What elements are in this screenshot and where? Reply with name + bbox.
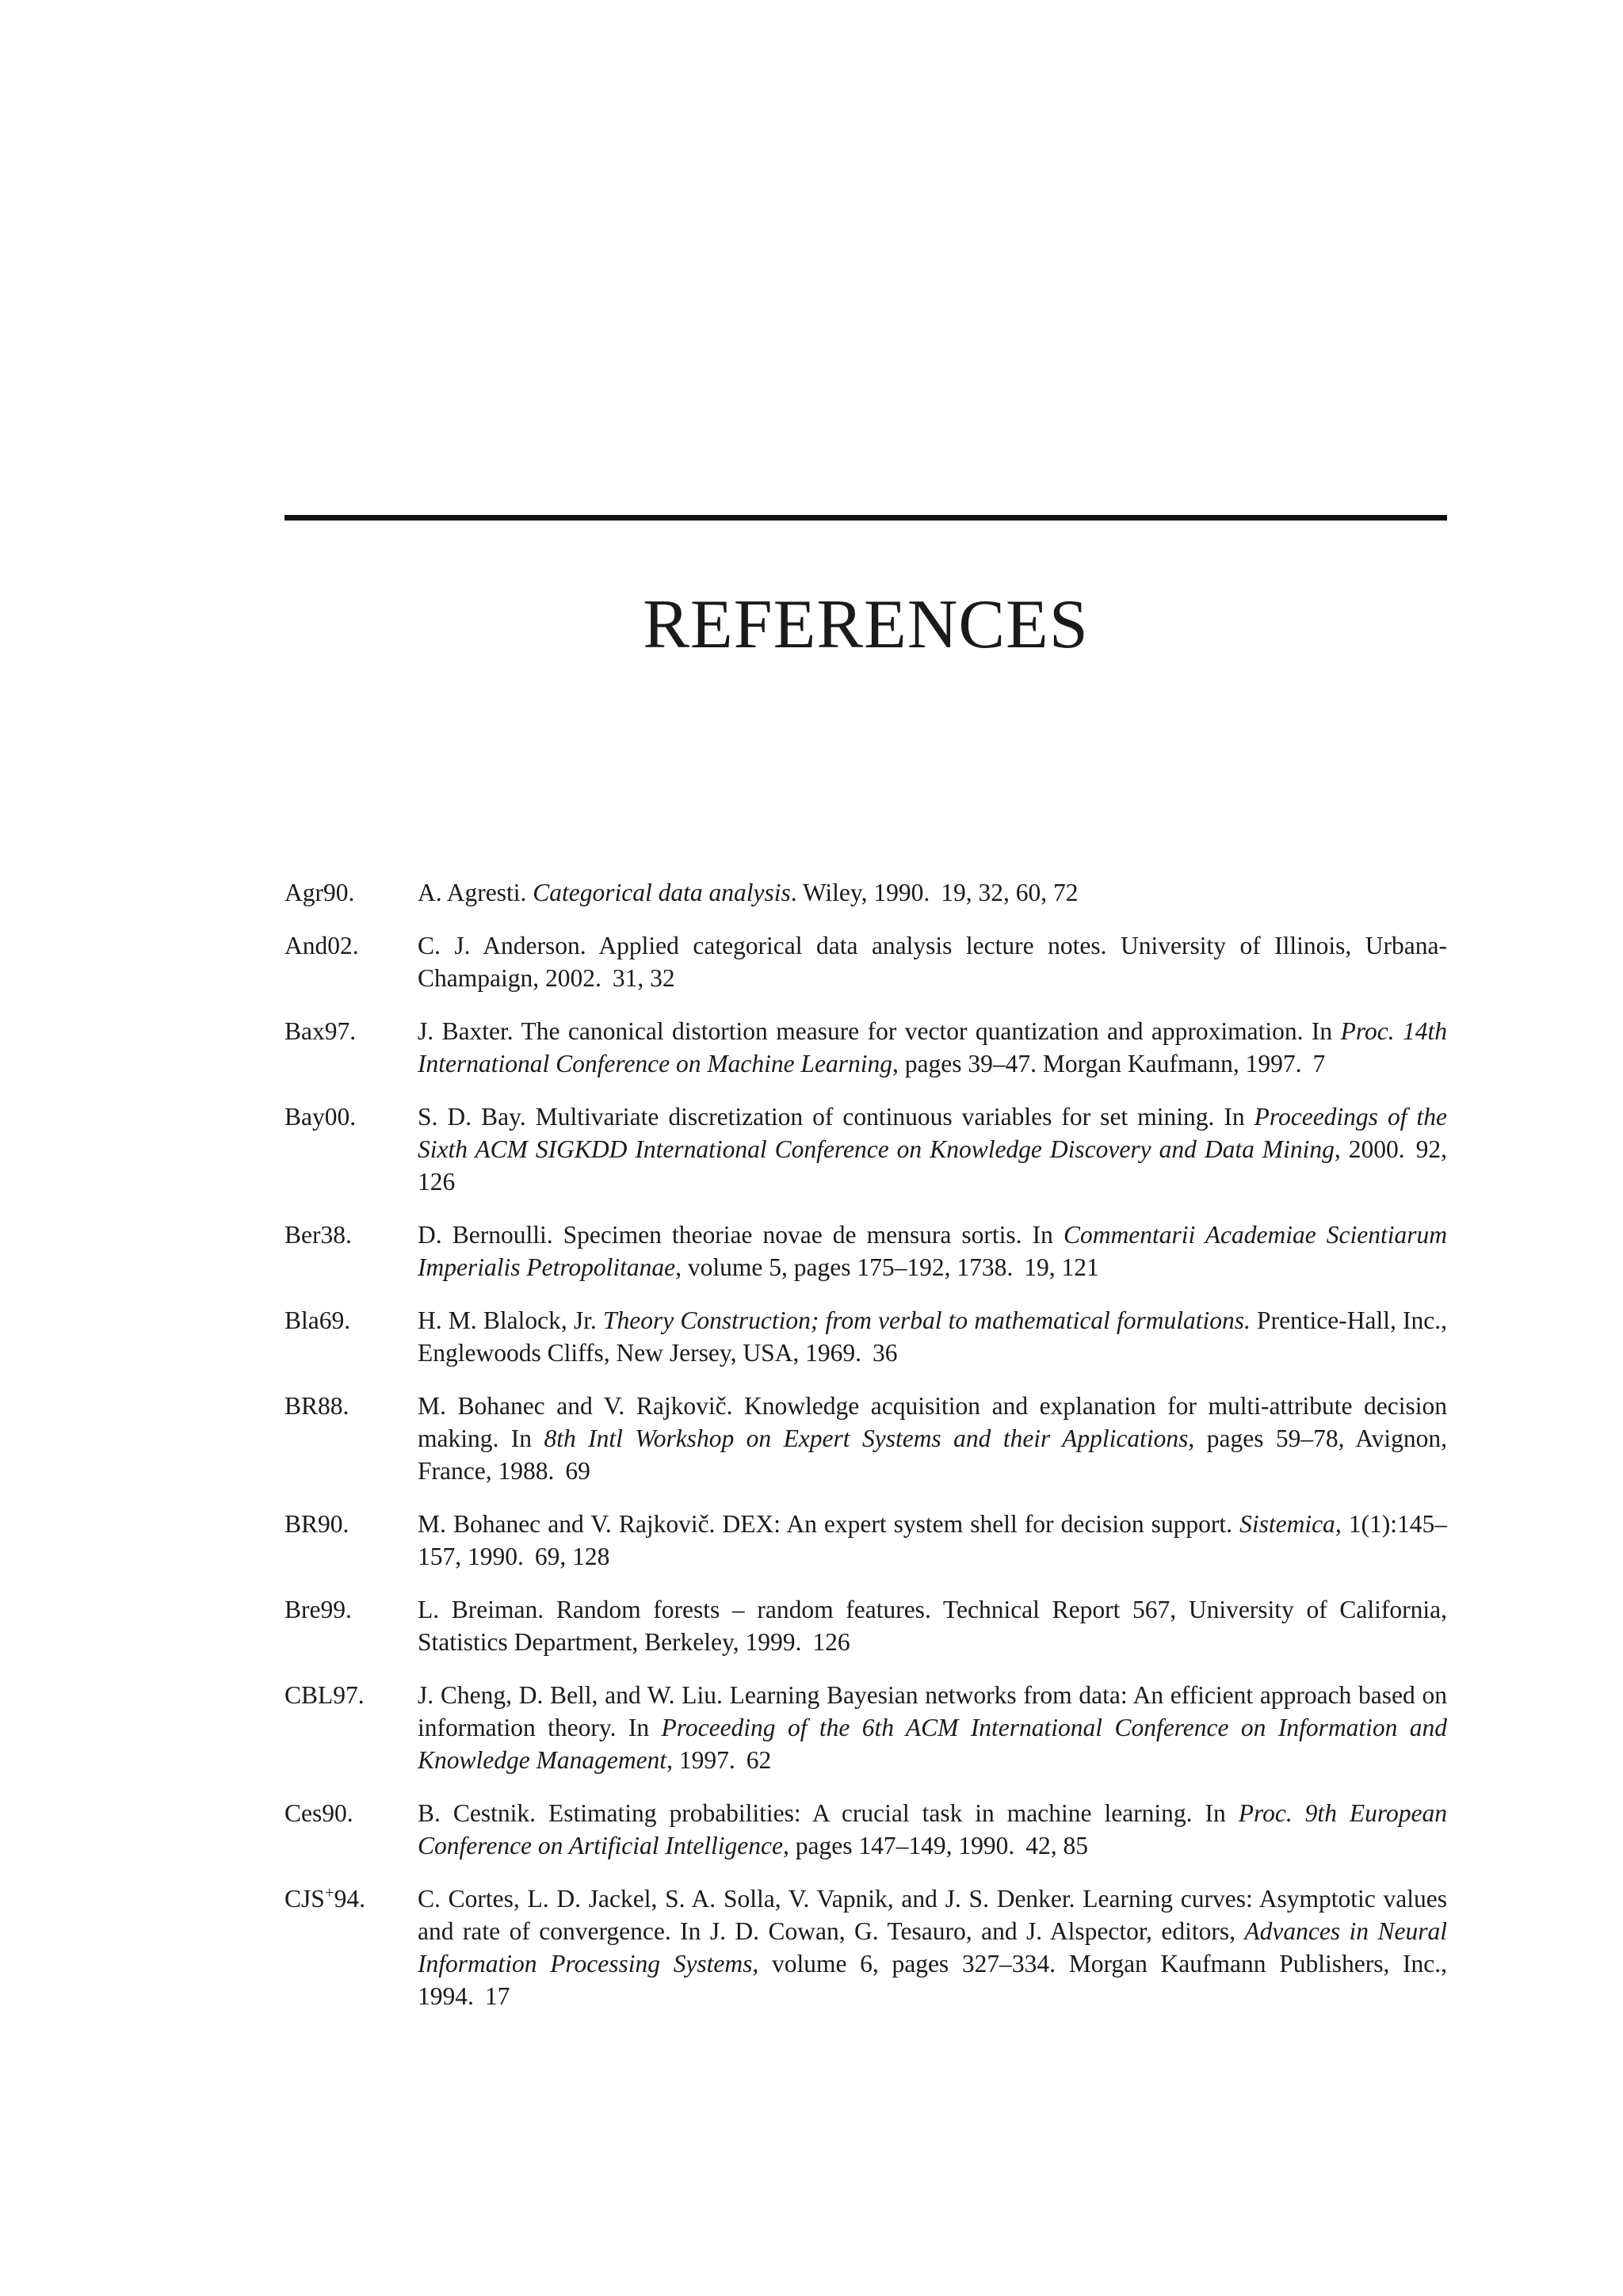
reference-key-text: Bla69.	[285, 1306, 351, 1334]
reference-backref-pages: 69	[565, 1457, 590, 1485]
reference-key	[285, 1390, 418, 1487]
reference-key	[285, 1882, 418, 2012]
reference-italic-text: Proc. 14th International Conference on Machine Learning	[418, 1017, 1447, 1077]
reference-plain-text: , 2000.	[1334, 1135, 1405, 1163]
reference-backref-pages: 42, 85	[1025, 1832, 1088, 1859]
reference-key-text: And02.	[285, 932, 359, 959]
reference-italic-text: Advances in Neural Information Processing Systems	[418, 1917, 1448, 1978]
reference-italic-text: Categorical data analysis	[533, 879, 791, 906]
reference-key	[285, 1679, 418, 1776]
reference-entry	[285, 1304, 1447, 1369]
reference-key-text: Bax97.	[285, 1017, 357, 1045]
reference-backref-pages: 19, 32, 60, 72	[941, 879, 1079, 906]
reference-key-text: CBL97.	[285, 1681, 365, 1709]
reference-plain-text: L. Breiman. Random forests – random features. Technical Report 567, University of California, Statistics Department, Berkeley, 1999.	[418, 1596, 1447, 1656]
reference-text	[418, 1679, 1447, 1776]
reference-backref-pages: 126	[812, 1628, 850, 1656]
reference-backref-pages: 36	[872, 1339, 898, 1367]
reference-plain-text: B. Cestnik. Estimating probabilities: A crucial task in machine learning. In	[418, 1799, 1239, 1827]
reference-key-text: CJS	[285, 1885, 325, 1913]
reference-key	[285, 1015, 418, 1080]
page-title: REFERENCES	[643, 585, 1089, 663]
reference-italic-text: Sistemica	[1239, 1510, 1335, 1538]
reference-entry	[285, 1679, 1447, 1776]
reference-backref-pages: 17	[484, 1982, 510, 2010]
reference-plain-text: , volume 5, pages 175–192, 1738.	[675, 1253, 1014, 1281]
reference-entry	[285, 1219, 1447, 1283]
reference-text	[418, 1304, 1447, 1369]
reference-text	[418, 1015, 1447, 1080]
reference-text	[418, 1882, 1447, 2012]
reference-entry	[285, 929, 1447, 994]
reference-plain-text: , 1997.	[666, 1746, 735, 1774]
reference-plain-text: J. Cheng, D. Bell, and W. Liu. Learning Bayesian networks from data: An efficient approach based on information theory. In	[418, 1681, 1447, 1741]
reference-plain-text: M. Bohanec and V. Rajkovič. DEX: An expert system shell for decision support.	[418, 1510, 1240, 1538]
reference-italic-text: Proceedings of the Sixth ACM SIGKDD International Conference on Knowledge Discovery and Data Mining	[418, 1103, 1447, 1163]
reference-text	[418, 1100, 1447, 1198]
reference-text	[418, 1219, 1447, 1283]
reference-plain-text: , volume 6, pages 327–334. Morgan Kaufmann Publishers, Inc., 1994.	[418, 1950, 1447, 2010]
reference-plain-text: . Wiley, 1990.	[790, 879, 930, 906]
reference-plain-text: , pages 147–149, 1990.	[783, 1832, 1015, 1859]
reference-key	[285, 1100, 418, 1198]
reference-backref-pages: 31, 32	[612, 964, 675, 992]
reference-key	[285, 1508, 418, 1573]
reference-plain-text: Prentice-Hall, Inc., Englewoods Cliffs, New Jersey, USA, 1969.	[418, 1306, 1448, 1367]
chapter-rule	[285, 515, 1447, 521]
reference-italic-text: Theory Construction; from verbal to mathematical formulations.	[602, 1306, 1251, 1334]
reference-plain-text: , pages 39–47. Morgan Kaufmann, 1997.	[892, 1050, 1302, 1077]
reference-key-text: BR88.	[285, 1392, 349, 1420]
reference-key-text: Ces90.	[285, 1799, 353, 1827]
reference-entry	[285, 1882, 1447, 2012]
reference-list	[285, 876, 1447, 2033]
reference-text	[418, 876, 1447, 909]
reference-entry	[285, 1100, 1447, 1198]
reference-plain-text: D. Bernoulli. Specimen theoriae novae de mensura sortis. In	[418, 1221, 1064, 1249]
reference-key	[285, 1593, 418, 1658]
reference-entry	[285, 1015, 1447, 1080]
reference-backref-pages: 19, 121	[1024, 1253, 1099, 1281]
reference-entry	[285, 1593, 1447, 1658]
reference-key	[285, 1304, 418, 1369]
reference-plain-text: C. Cortes, L. D. Jackel, S. A. Solla, V. Vapnik, and J. S. Denker. Learning curves: Asymptotic values and rate of convergence. In J. D. Cowan, G. Tesauro, and J. Alspector, editors,	[418, 1885, 1447, 1945]
reference-key-text: Bre99.	[285, 1596, 352, 1623]
reference-entry	[285, 1508, 1447, 1573]
reference-plain-text: S. D. Bay. Multivariate discretization of continuous variables for set mining. In	[418, 1103, 1254, 1131]
reference-key-text: Agr90.	[285, 879, 355, 906]
reference-plain-text: H. M. Blalock, Jr.	[418, 1306, 603, 1334]
reference-key	[285, 1219, 418, 1283]
reference-plain-text: M. Bohanec and V. Rajkovič. Knowledge acquisition and explanation for multi-attribute decision making. In	[418, 1392, 1447, 1452]
reference-key-superscript: +	[324, 1882, 334, 1902]
reference-italic-text: Proc. 9th European Conference on Artificial Intelligence	[418, 1799, 1447, 1859]
reference-text	[418, 1390, 1447, 1487]
reference-plain-text: , pages 59–78, Avignon, France, 1988.	[418, 1425, 1447, 1485]
reference-key	[285, 876, 418, 909]
reference-plain-text: J. Baxter. The canonical distortion measure for vector quantization and approximation. In	[418, 1017, 1341, 1045]
reference-key-text: Bay00.	[285, 1103, 357, 1131]
reference-italic-text: Commentarii Academiae Scientiarum Imperialis Petropolitanae	[418, 1221, 1448, 1281]
reference-backref-pages: 7	[1312, 1050, 1326, 1077]
reference-plain-text: C. J. Anderson. Applied categorical data analysis lecture notes. University of Illinois, Urbana-Champaign, 2002.	[418, 932, 1447, 992]
reference-entry	[285, 1797, 1447, 1862]
reference-text	[418, 929, 1447, 994]
reference-key-suffix: 94.	[334, 1885, 366, 1913]
reference-backref-pages: 62	[746, 1746, 772, 1774]
reference-backref-pages: 92, 126	[418, 1135, 1448, 1196]
reference-text	[418, 1508, 1447, 1573]
reference-italic-text: Proceeding of the 6th ACM International Conference on Information and Knowledge Management	[418, 1714, 1448, 1774]
reference-plain-text: A. Agresti.	[418, 879, 533, 906]
reference-backref-pages: 69, 128	[534, 1543, 610, 1570]
reference-text	[418, 1593, 1447, 1658]
reference-key	[285, 1797, 418, 1862]
reference-entry	[285, 876, 1447, 909]
reference-italic-text: 8th Intl Workshop on Expert Systems and their Applications	[544, 1425, 1189, 1452]
reference-key-text: Ber38.	[285, 1221, 352, 1249]
reference-text	[418, 1797, 1447, 1862]
reference-key-text: BR90.	[285, 1510, 349, 1538]
reference-key	[285, 929, 418, 994]
reference-entry	[285, 1390, 1447, 1487]
reference-plain-text: , 1(1):145–157, 1990.	[418, 1510, 1447, 1570]
